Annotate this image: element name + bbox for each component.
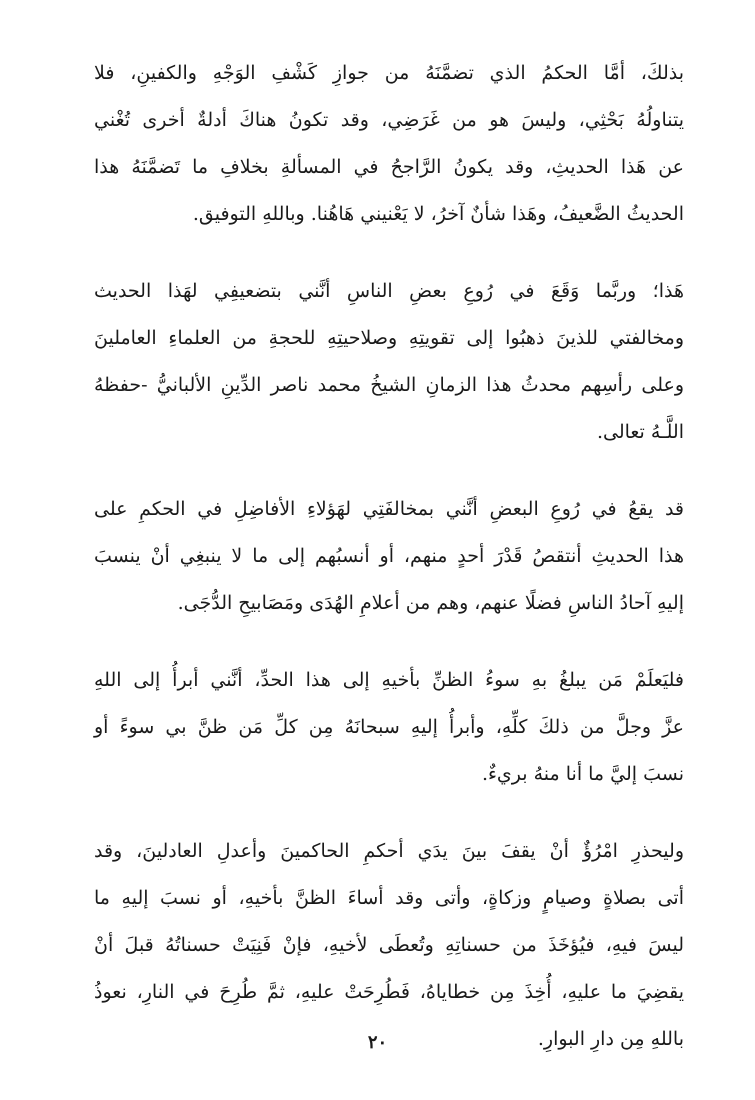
paragraph-3 xyxy=(94,486,684,627)
body-text xyxy=(94,50,684,1093)
text-line: يتناولُهُ بَحْثِي، وليسَ هو من غَرَضِي، وقد تكونُ هناكَ أدلةٌ أخرى تُغْني xyxy=(94,109,684,131)
paragraph-5 xyxy=(94,828,684,1063)
text-line: قد يقعُ في رُوعِ البعضِ أنَّني بمخالفَتِي لهَؤلاءِ الأفاضِلِ في الحكمِ على xyxy=(94,498,684,520)
text-line: ليسَ فيهِ، فيُؤخَذَ من حسناتِهِ وتُعطَى لأخيهِ، فإنْ فَنِيَتْ حسناتُهُ قبلَ أنْ xyxy=(94,934,684,956)
text-line: الحديثُ الضَّعيفُ، وهَذا شأنٌ آخرُ، لا يَعْنيني هَاهُنا. وباللهِ التوفيق. xyxy=(192,203,684,225)
paragraph-1 xyxy=(94,50,684,238)
text-line: هذا الحديثِ أنتقصُ قَدْرَ أحدٍ منهم، أو أنسبُهم إلى ما لا ينبغِي أنْ ينسبَ xyxy=(94,545,684,567)
text-line: وليحذرِ امْرُؤٌ أنْ يقفَ بينَ يدَي أحكمِ الحاكمينَ وأعدلِ العادلينَ، وقد xyxy=(94,840,684,862)
text-line: فليَعلَمْ مَن يبلغُ بهِ سوءُ الظنِّ بأخيهِ إلى هذا الحدِّ، أنَّني أبرأُ إلى اللهِ xyxy=(94,669,684,691)
text-line: يقضِيَ ما عليهِ، أُخِذَ مِن خطاياهُ، فَطُرِحَتْ عليهِ، ثمَّ طُرِحَ في النارِ، نعوذُ xyxy=(94,981,684,1003)
text-line: اللَّـهُ تعالى. xyxy=(596,421,684,443)
paragraph-4 xyxy=(94,657,684,798)
text-line: ومخالفتي للذينَ ذهبُوا إلى تقويتِهِ وصلاحيتِهِ للحجةِ من العلماءِ العاملينَ xyxy=(94,327,684,349)
text-line: عن هَذا الحديثِ، وقد يكونُ الرَّاجحُ في المسألةِ بخلافِ ما تَضمَّنَهُ هذا xyxy=(94,156,684,178)
page-number: ٢٠ xyxy=(367,1032,388,1053)
text-line: نسبَ إليَّ ما أنا منهُ بريءٌ. xyxy=(481,763,684,785)
text-line: هَذا؛ وربَّما وَقَعَ في رُوعِ بعضِ الناسِ أنَّني بتضعيفِي لهَذا الحديث xyxy=(94,280,684,302)
text-line: وعلى رأسِهم محدثُ هذا الزمانِ الشيخُ محمد ناصر الدِّينِ الألبانيُّ -حفظهُ xyxy=(94,374,684,396)
text-line: إليهِ آحادُ الناسِ فضلًا عنهم، وهم من أعلامِ الهُدَى ومَصَابيحِ الدُّجَى. xyxy=(177,592,684,614)
text-line: عزَّ وجلَّ من ذلكَ كلِّهِ، وأبرأُ إليهِ سبحانَهُ مِن كلِّ مَن ظنَّ بي سوءً أو xyxy=(94,716,684,738)
text-line: بذلكَ، أمَّا الحكمُ الذي تضمَّنَهُ من جوازِ كَشْفِ الوَجْهِ والكفينِ، فلا xyxy=(94,62,684,84)
text-line: باللهِ مِن دارِ البوارِ. xyxy=(537,1028,684,1050)
text-line: أتى بصلاةٍ وصيامٍ وزكاةٍ، وأتى وقد أساءَ الظنَّ بأخيهِ، أو نسبَ إليهِ ما xyxy=(94,887,684,909)
paragraph-2 xyxy=(94,268,684,456)
